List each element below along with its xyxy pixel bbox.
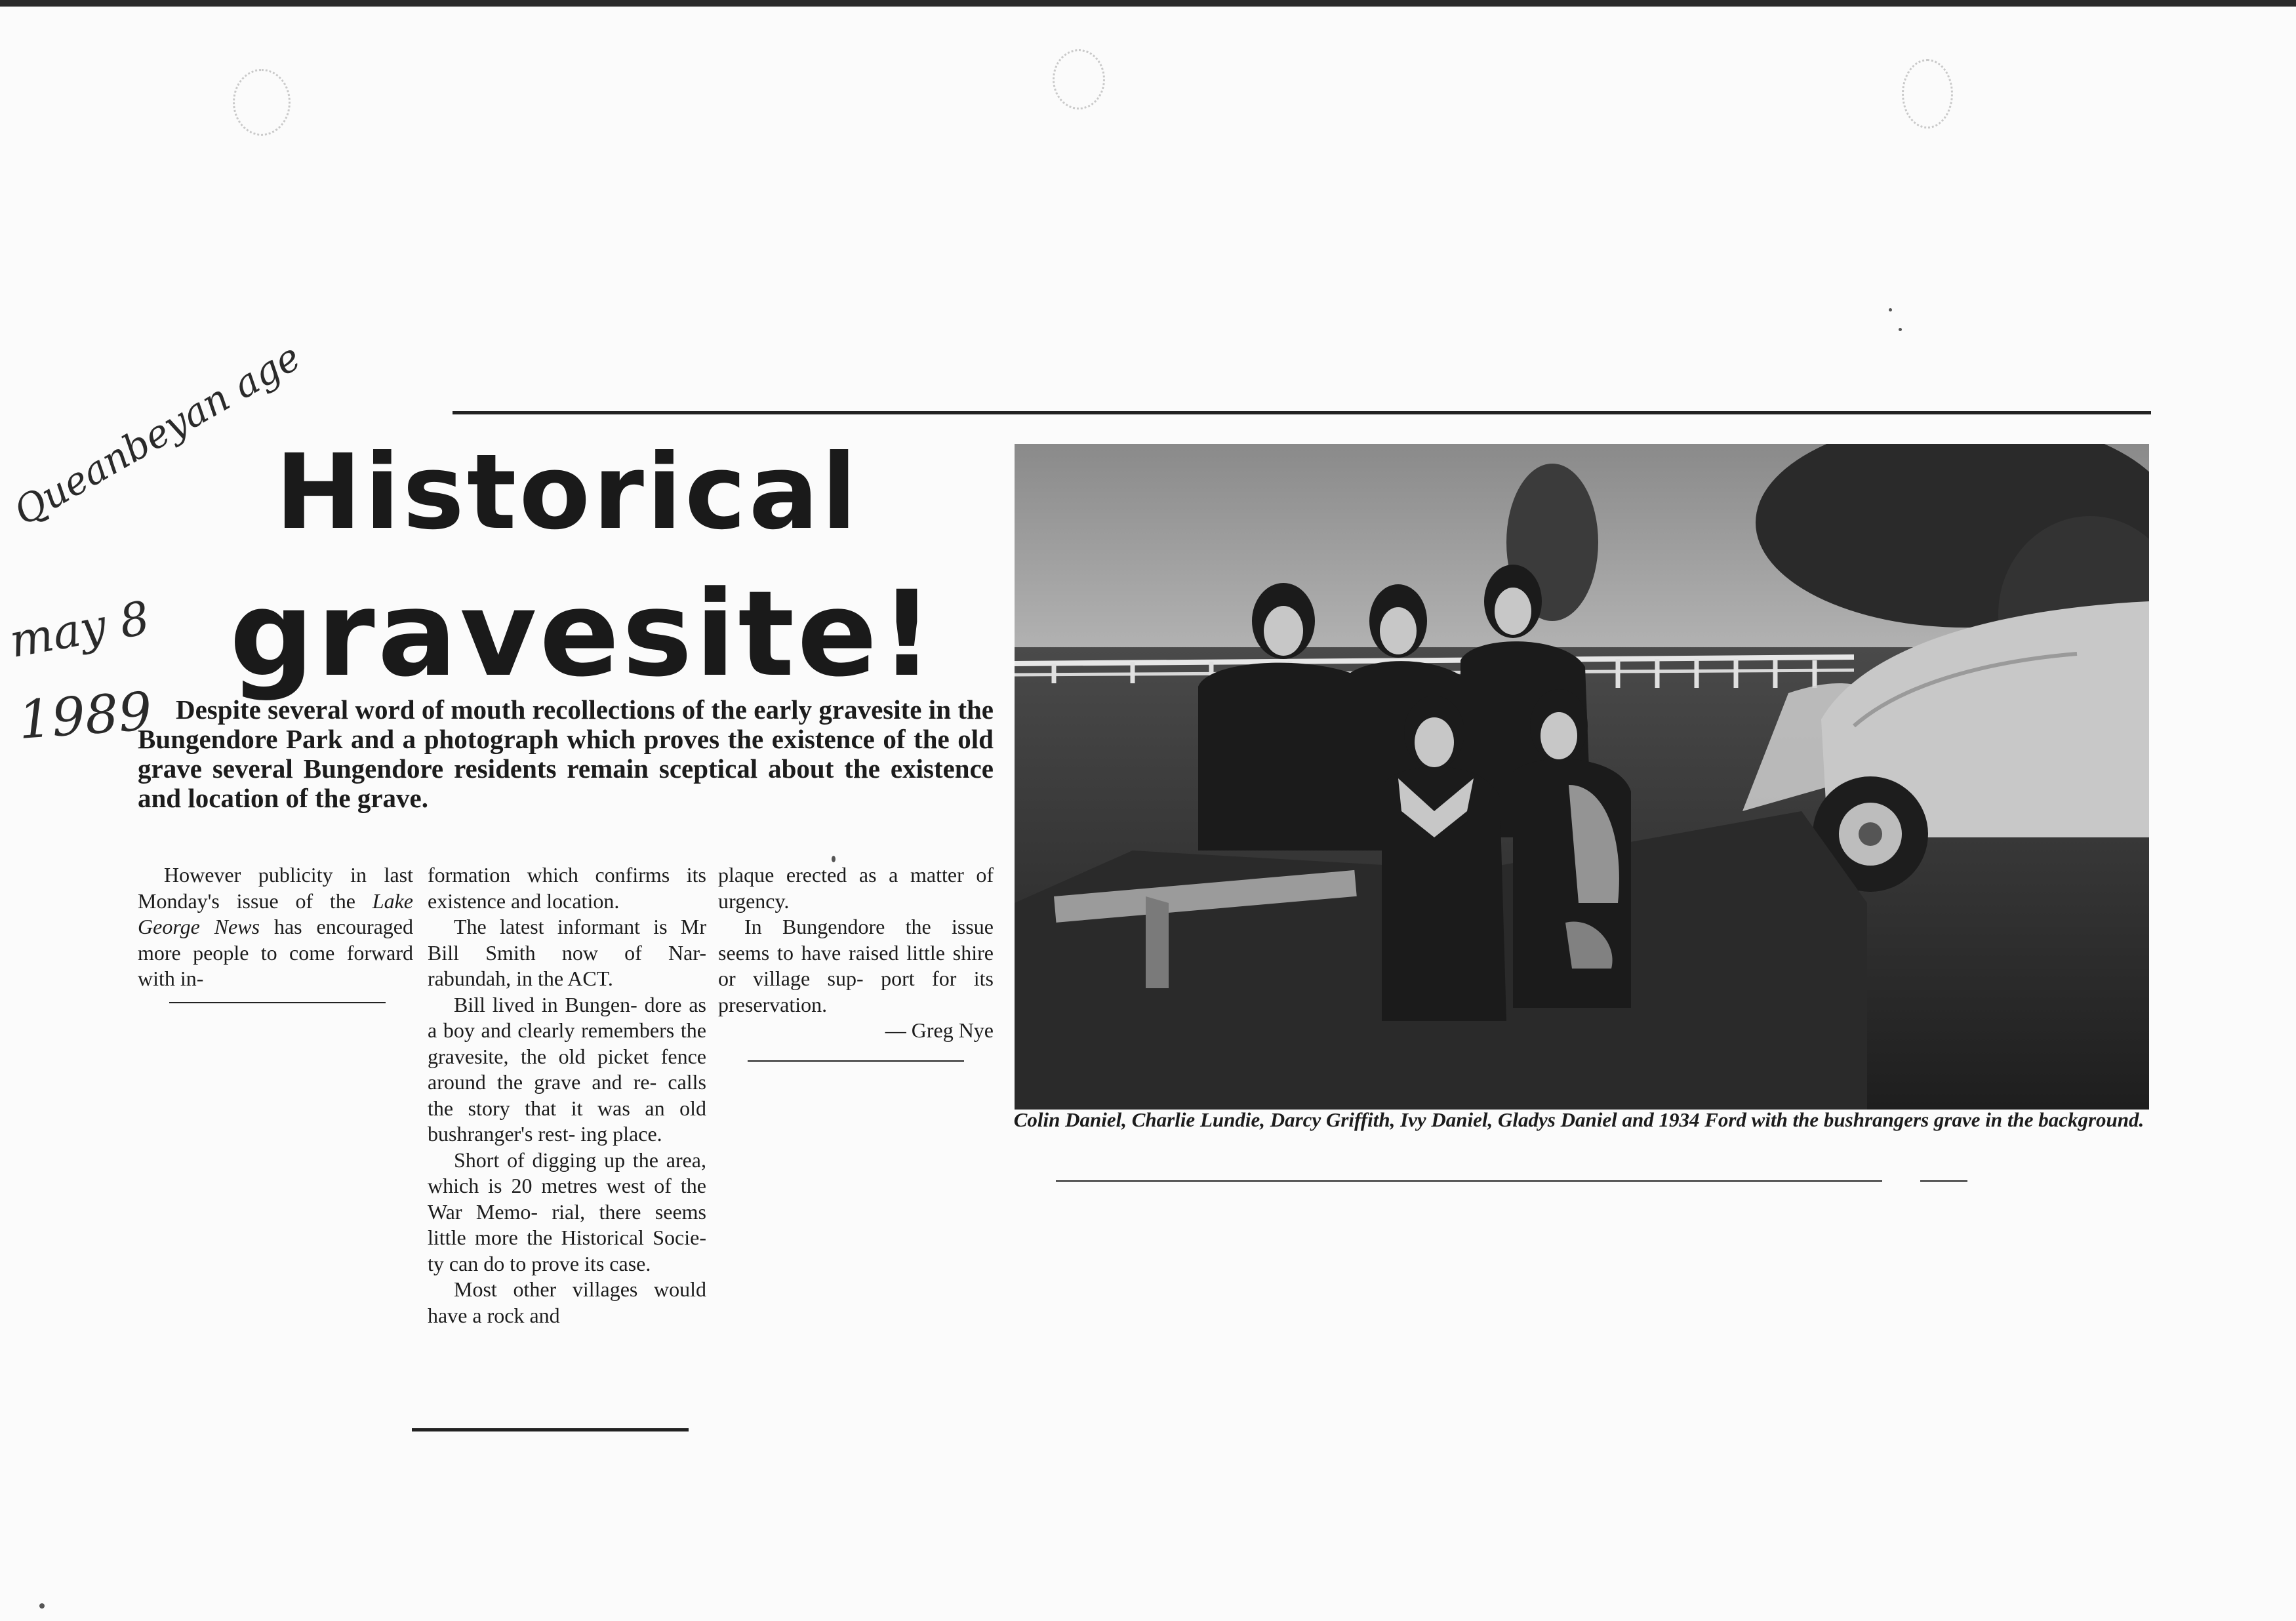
handwritten-date-day: may 8 — [5, 591, 153, 668]
body-text: has encouraged more people to come forward with in- — [138, 915, 414, 990]
top-rule — [453, 411, 2151, 414]
article-byline: — Greg Nye — [885, 1018, 994, 1042]
body-text: However publicity in last Monday's issue of the — [138, 863, 413, 913]
scan-speck — [39, 1603, 45, 1609]
body-paragraph: plaque erected as a matter of urgency. — [718, 863, 994, 913]
headline-line-2: gravesite! — [230, 566, 937, 703]
body-paragraph: Bill lived in Bungen- dore as a boy and clearly remembers the gravesite, the old picket fence around the grave and re- calls the story that it was an old bushranger's rest- ing place. — [428, 992, 706, 1146]
historical-photograph — [1015, 444, 2149, 1110]
body-column-3 — [718, 862, 994, 1044]
body-paragraph: Most other villages would have a rock and — [428, 1277, 706, 1327]
column-2-end-rule — [412, 1428, 689, 1431]
column-3-end-rule — [748, 1060, 964, 1062]
headline-line-1: Historical — [275, 432, 860, 553]
column-1-end-rule — [169, 1002, 386, 1003]
punch-hole-left — [233, 69, 291, 136]
body-column-2 — [428, 862, 706, 1329]
photo-image — [1015, 444, 2149, 1110]
body-paragraph: In Bungendore the issue seems to have raised little shire or village sup- port for its preservation. — [718, 915, 994, 1016]
scan-top-edge — [0, 0, 2296, 7]
handwritten-date-year: 1989 — [16, 681, 154, 751]
scan-speck — [1889, 308, 1892, 311]
scan-speck — [832, 856, 836, 862]
handwritten-paper-name: Queanbeyan age — [6, 334, 308, 534]
body-paragraph: Short of digging up the area, which is 20 metres west of the War Memo- rial, there seems little more the Historical Socie- ty can do to prove its case. — [428, 1148, 706, 1275]
punch-hole-center — [1053, 49, 1105, 110]
photo-caption: Colin Daniel, Charlie Lundie, Darcy Griffith, Ivy Daniel, Gladys Daniel and 1934 Ford with the bushrangers grave in the background. — [1013, 1108, 2145, 1131]
newspaper-name: Lake George News — [138, 889, 413, 938]
caption-underline-fragment — [1920, 1180, 1967, 1182]
body-paragraph — [138, 862, 413, 992]
body-paragraph: formation which confirms its existence and location. — [428, 863, 706, 913]
body-column-1 — [138, 862, 413, 992]
punch-hole-right — [1902, 59, 1953, 129]
scan-speck — [1899, 328, 1902, 331]
caption-underline — [1056, 1180, 1882, 1182]
article-standfirst: Despite several word of mouth recollections of the early gravesite in the Bungendore Park and a photograph which proves the existence of the old grave several Bungendore residents remain sceptical about the existence and location of the grave. — [138, 694, 994, 813]
body-paragraph: The latest informant is Mr Bill Smith now of Nar- rabundah, in the ACT. — [428, 915, 706, 990]
